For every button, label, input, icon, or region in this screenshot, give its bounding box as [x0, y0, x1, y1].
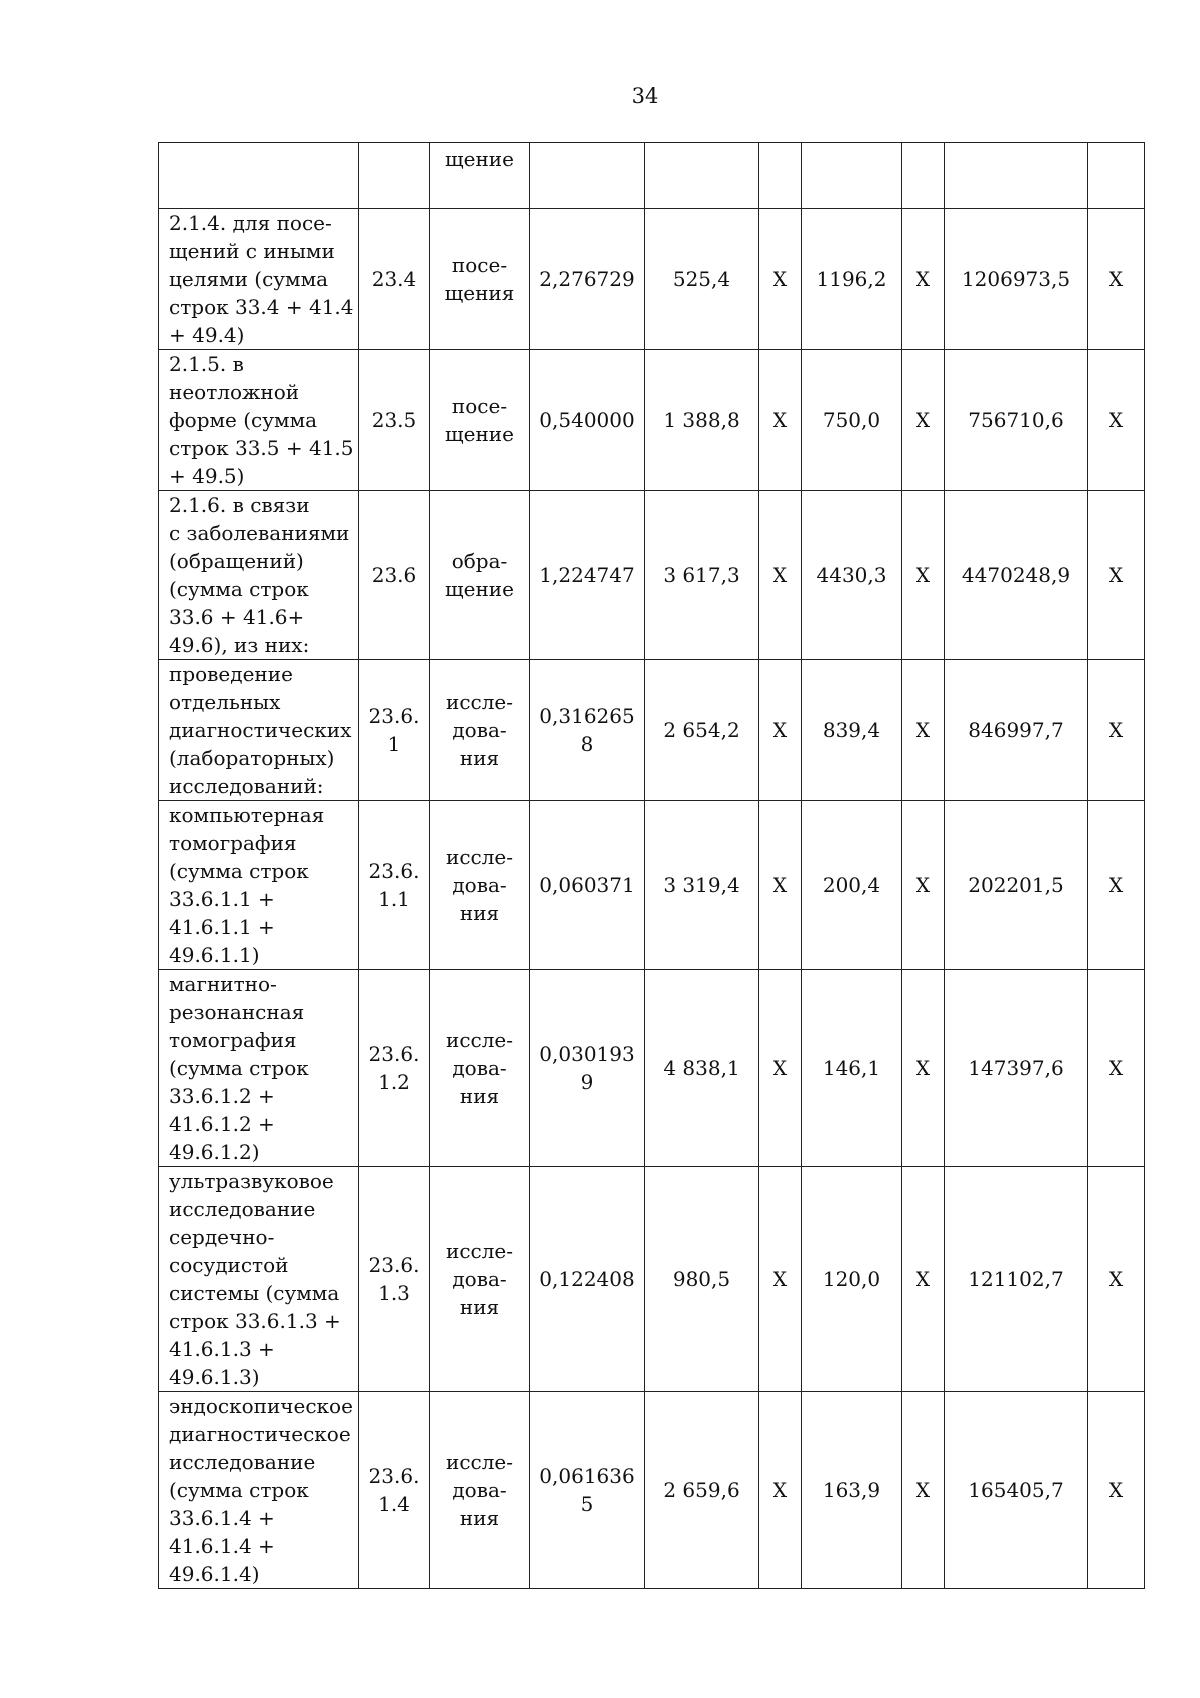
unit-cell: обра- щение: [430, 491, 530, 660]
col6-cell: X: [759, 491, 802, 660]
col10-cell: X: [1088, 1392, 1145, 1589]
norm-cell: 0,540000: [530, 350, 645, 491]
name-cell: проведение отдельных диагностических (лабораторных) исследований:: [159, 660, 359, 801]
cost-cell: 980,5: [645, 1167, 759, 1392]
col10-cell: X: [1088, 660, 1145, 801]
col8-cell: X: [902, 491, 945, 660]
table-row: [159, 209, 1145, 350]
col7-cell: 1196,2: [802, 209, 902, 350]
col6-cell: X: [759, 350, 802, 491]
norm-cell: 0,061636 5: [530, 1392, 645, 1589]
unit-cell: посе- щения: [430, 209, 530, 350]
col10-cell: X: [1088, 970, 1145, 1167]
cost-cell: 2 659,6: [645, 1392, 759, 1589]
col8-cell: X: [902, 970, 945, 1167]
cost-cell: 3 617,3: [645, 491, 759, 660]
col9-cell: 121102,7: [945, 1167, 1088, 1392]
norm-cell: [530, 143, 645, 209]
table-row: [159, 491, 1145, 660]
cost-cell: 3 319,4: [645, 801, 759, 970]
col7-cell: 163,9: [802, 1392, 902, 1589]
col6-cell: X: [759, 1167, 802, 1392]
col10-cell: X: [1088, 209, 1145, 350]
col7-cell: 120,0: [802, 1167, 902, 1392]
page-number: 34: [631, 84, 659, 108]
col10-cell: X: [1088, 801, 1145, 970]
col7-cell: 146,1: [802, 970, 902, 1167]
norm-cell: 1,224747: [530, 491, 645, 660]
name-cell: магнитно- резонансная томография (сумма строк 33.6.1.2 + 41.6.1.2 + 49.6.1.2): [159, 970, 359, 1167]
norm-cell: 0,316265 8: [530, 660, 645, 801]
col8-cell: X: [902, 209, 945, 350]
unit-cell: иссле- дова- ния: [430, 970, 530, 1167]
table-row: [159, 1167, 1145, 1392]
col9-cell: 846997,7: [945, 660, 1088, 801]
unit-cell: иссле- дова- ния: [430, 1167, 530, 1392]
col10-cell: X: [1088, 350, 1145, 491]
table-row: [159, 970, 1145, 1167]
cost-cell: 4 838,1: [645, 970, 759, 1167]
code-cell: 23.6. 1.1: [359, 801, 430, 970]
table-row: [159, 1392, 1145, 1589]
norm-cell: 0,060371: [530, 801, 645, 970]
name-cell: ультразвуковое исследование сердечно- сосудистой системы (сумма строк 33.6.1.3 + 41.6.1.3 + 49.6.1.3): [159, 1167, 359, 1392]
table-row: [159, 350, 1145, 491]
name-cell: эндоскопическое диагностическое исследование (сумма строк 33.6.1.4 + 41.6.1.4 + 49.6.1.4): [159, 1392, 359, 1589]
code-cell: 23.4: [359, 209, 430, 350]
col9-cell: 756710,6: [945, 350, 1088, 491]
table-row: [159, 660, 1145, 801]
name-cell: 2.1.5. в неотложной форме (сумма строк 33.5 + 41.5 + 49.5): [159, 350, 359, 491]
col9-cell: 4470248,9: [945, 491, 1088, 660]
col6-cell: X: [759, 660, 802, 801]
col8-cell: X: [902, 350, 945, 491]
col9-cell: 1206973,5: [945, 209, 1088, 350]
norm-cell: 0,030193 9: [530, 970, 645, 1167]
col8-cell: X: [902, 1167, 945, 1392]
code-cell: [359, 143, 430, 209]
name-cell: [159, 143, 359, 209]
col6-cell: X: [759, 209, 802, 350]
col9-cell: 202201,5: [945, 801, 1088, 970]
col7-cell: 200,4: [802, 801, 902, 970]
col6-cell: X: [759, 801, 802, 970]
col7-cell: 839,4: [802, 660, 902, 801]
col10-cell: X: [1088, 491, 1145, 660]
cost-cell: 1 388,8: [645, 350, 759, 491]
col7-cell: [802, 143, 902, 209]
unit-cell: щение: [430, 143, 530, 209]
col8-cell: [902, 143, 945, 209]
code-cell: 23.6. 1: [359, 660, 430, 801]
norm-cell: 2,276729: [530, 209, 645, 350]
data-table: [158, 142, 1145, 1589]
cost-cell: 525,4: [645, 209, 759, 350]
col9-cell: [945, 143, 1088, 209]
norm-cell: 0,122408: [530, 1167, 645, 1392]
unit-cell: иссле- дова- ния: [430, 660, 530, 801]
col6-cell: [759, 143, 802, 209]
continuation-row: [159, 143, 1145, 209]
code-cell: 23.6. 1.2: [359, 970, 430, 1167]
col7-cell: 4430,3: [802, 491, 902, 660]
col8-cell: X: [902, 1392, 945, 1589]
col10-cell: [1088, 143, 1145, 209]
code-cell: 23.5: [359, 350, 430, 491]
code-cell: 23.6. 1.3: [359, 1167, 430, 1392]
col6-cell: X: [759, 970, 802, 1167]
cost-cell: [645, 143, 759, 209]
col6-cell: X: [759, 1392, 802, 1589]
table-row: [159, 801, 1145, 970]
unit-cell: иссле- дова- ния: [430, 1392, 530, 1589]
cost-cell: 2 654,2: [645, 660, 759, 801]
col8-cell: X: [902, 801, 945, 970]
col9-cell: 147397,6: [945, 970, 1088, 1167]
name-cell: компьютерная томография (сумма строк 33.6.1.1 + 41.6.1.1 + 49.6.1.1): [159, 801, 359, 970]
col8-cell: X: [902, 660, 945, 801]
col7-cell: 750,0: [802, 350, 902, 491]
col9-cell: 165405,7: [945, 1392, 1088, 1589]
col10-cell: X: [1088, 1167, 1145, 1392]
code-cell: 23.6. 1.4: [359, 1392, 430, 1589]
code-cell: 23.6: [359, 491, 430, 660]
name-cell: 2.1.6. в связи с заболеваниями (обращений) (сумма строк 33.6 + 41.6+ 49.6), из них:: [159, 491, 359, 660]
unit-cell: иссле- дова- ния: [430, 801, 530, 970]
unit-cell: посе- щение: [430, 350, 530, 491]
name-cell: 2.1.4. для посе- щений с иными целями (сумма строк 33.4 + 41.4 + 49.4): [159, 209, 359, 350]
